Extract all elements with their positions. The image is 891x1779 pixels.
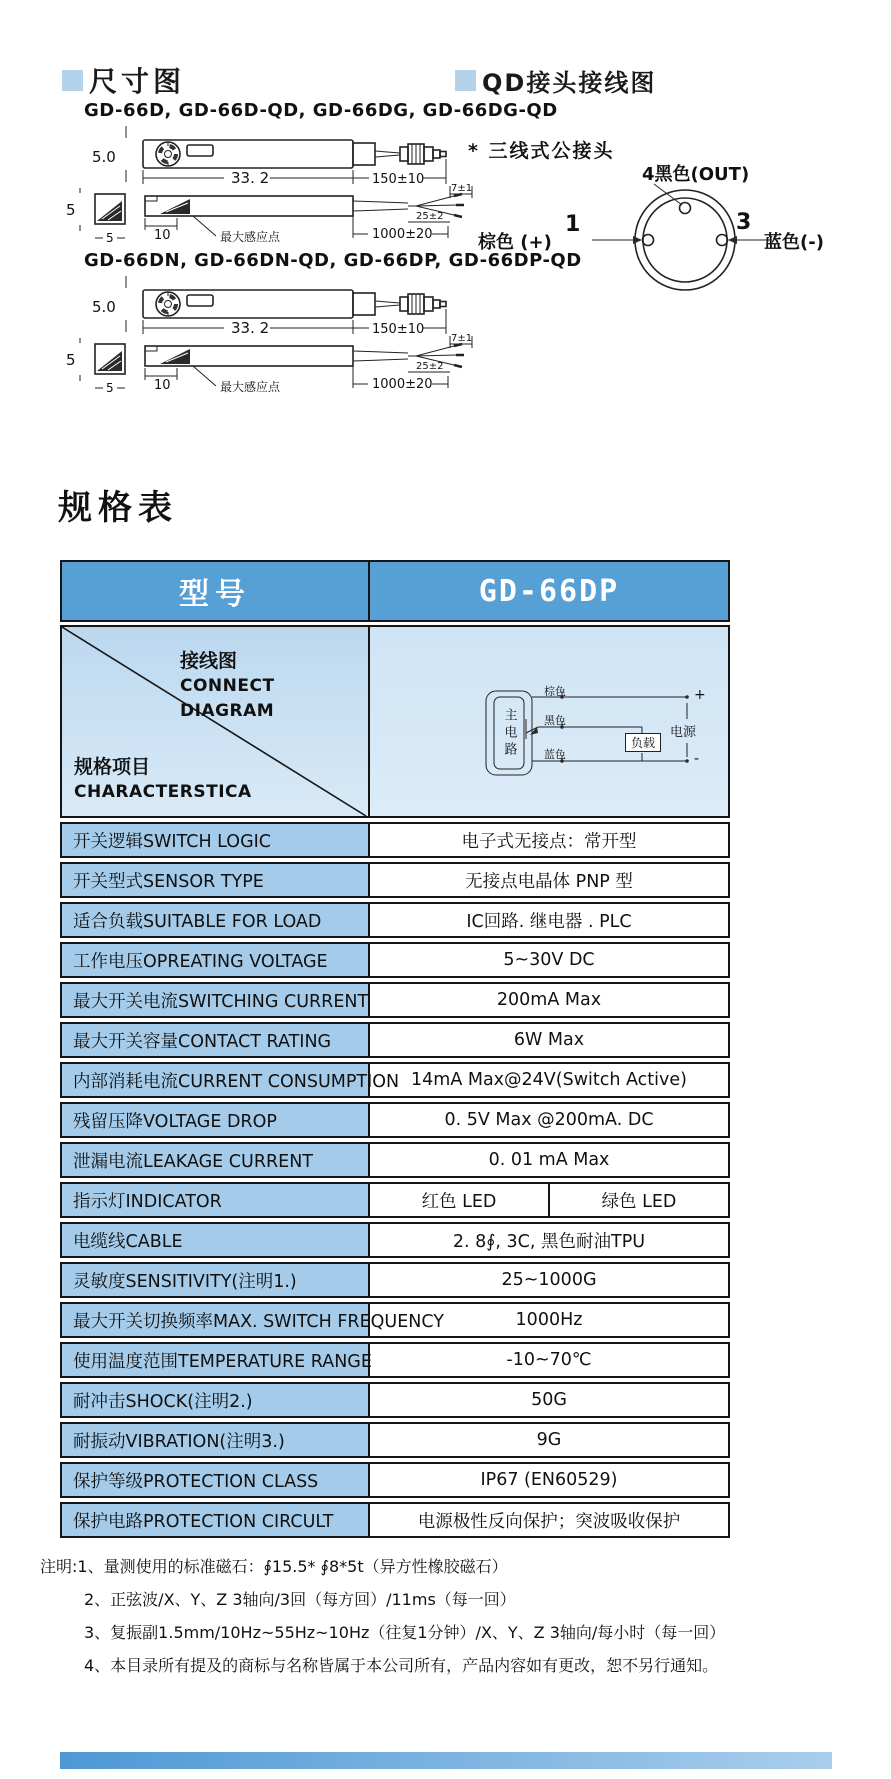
spec-row-label: 指示灯INDICATOR [62,1184,370,1216]
spec-row [60,862,730,898]
dim-side-width-label: 5 [106,231,114,245]
spec-row [60,1462,730,1498]
pin3-number: 3 [736,210,752,235]
spec-row-label: 适合负载SUITABLE FOR LOAD [62,904,370,936]
spec-row-value: 绿色 LED [548,1184,728,1216]
sensor-side-view-drawing [58,333,498,408]
dim-height-label: 5.0 [92,298,116,316]
spec-row [60,1182,730,1218]
spec-row-label: 泄漏电流LEAKAGE CURRENT [62,1144,370,1176]
max-sense-point-label: 最大感应点 [220,230,281,244]
spec-row [60,1262,730,1298]
spec-row-value: 6W Max [513,1030,585,1050]
diagonal-header-cell [62,627,370,816]
qd-title-text: QD接头接线图 [482,69,657,97]
spec-row-value: 无接点电晶体 PNP 型 [465,871,633,892]
model-group-1-label: GD-66D, GD-66D-QD, GD-66DG, GD-66DG-QD [84,100,558,121]
spec-row-label: 最大开关容量CONTACT RATING [62,1024,370,1056]
spec-row-label: 电缆线CABLE [62,1224,370,1256]
spec-row-value: IP67 (EN60529) [480,1470,618,1490]
spec-row-label: 残留压降VOLTAGE DROP [62,1104,370,1136]
dim-tip-label: 7±1 [451,333,473,344]
spec-row [60,1502,730,1538]
spec-row-label: 工作电压OPREATING VOLTAGE [62,944,370,976]
section-bullet-icon [62,70,83,91]
dim-strip-label: 25±2 [416,361,444,372]
drawing-pair [58,276,518,426]
qd-section-title [455,63,656,98]
spec-row-value: 红色 LED [421,1191,497,1212]
model-header-value: GD-66DP [478,573,620,609]
spec-row [60,1342,730,1378]
spec-row-value: 200mA Max [496,990,602,1010]
spec-row-value: 电子式无接点：常开型 [461,831,637,852]
pin3-blue-label: 蓝色(-) [764,232,824,253]
spec-row-value: 14mA Max@24V(Switch Active) [411,1070,687,1090]
note-line: 3、复振副1.5mm/10Hz~55Hz~10Hz（往复1分钟）/X、Y、Z 3轴向/每小时（每一回） [84,1623,726,1642]
max-sense-point-label: 最大感应点 [220,380,281,394]
pin4-black-out-label: 4黑色(OUT) [642,164,750,185]
dim-cable2-label: 1000±20 [372,377,433,392]
sensor-top-view-drawing [80,276,500,340]
black-wire-label: 黑色 [544,714,566,727]
spec-row-value: 0. 5V Max @200mA. DC [444,1110,654,1130]
spec-row-value: 5~30V DC [503,950,595,970]
spec-row [60,822,730,858]
dim-offset-label: 10 [154,228,171,243]
spec-row [60,1022,730,1058]
dimension-drawings [58,126,528,436]
notes [40,1550,725,1682]
spec-row-value: 2. 8∮, 3C, 黑色耐油TPU [452,1231,646,1252]
drawing-pair [58,126,518,276]
spec-row-label: 最大开关切换频率MAX. SWITCH FREQUENCY [62,1304,370,1336]
dim-body-length-label: 33. 2 [231,319,270,337]
spec-row [60,1062,730,1098]
spec-row [60,982,730,1018]
dim-side-height-label: 5 [66,351,76,369]
plus-terminal-label: + [694,687,706,703]
spec-row-label: 灵敏度SENSITIVITY(注明1.) [62,1264,370,1296]
qd-connector-diagram [470,150,890,330]
qd-connector-subtitle: * 三线式公接头 [468,140,615,162]
dim-cable-length-label: 150±10 [372,322,425,337]
footer-accent-bar [60,1752,832,1769]
spec-row-label: 开关逻辑SWITCH LOGIC [62,824,370,856]
spec-row-label: 开关型式SENSOR TYPE [62,864,370,896]
wiring-circuit-cell [370,627,728,816]
spec-row-value: 电源极性反向保护；突波吸收保护 [417,1511,681,1532]
spec-table [60,560,730,1538]
spec-row-value: 9G [536,1430,562,1450]
spec-row-label: 内部消耗电流CURRENT CONSUMPTION [62,1064,370,1096]
dimension-title-text: 尺寸图 [89,65,186,98]
dim-height-label: 5.0 [92,148,116,166]
note-line: 4、本目录所有提及的商标与名称皆属于本公司所有，产品内容如有更改，恕不另行通知。 [84,1656,719,1675]
load-box-label: 负载 [625,733,661,752]
brown-wire-label: 棕色 [544,685,566,698]
dimension-section-title [62,60,185,100]
pin1-number: 1 [565,212,581,237]
sensor-side-view-drawing [58,183,498,258]
dim-side-width-label: 5 [106,381,114,395]
dim-tip-label: 7±1 [451,183,473,194]
spec-row-label: 保护等级PROTECTION CLASS [62,1464,370,1496]
characteristica-label: 规格项目 CHARACTERSTICA [74,756,252,802]
model-header-label: 型号 [62,562,370,620]
note-line: 注明:1、量测使用的标准磁石：∮15.5* ∮8*5t（异方性橡胶磁石） [40,1557,508,1576]
spec-row [60,1382,730,1418]
spec-row-value: 1000Hz [515,1310,583,1330]
dim-cable-length-label: 150±10 [372,172,425,187]
spec-rows [60,822,730,1538]
note-line: 2、正弦波/X、Y、Z 3轴向/3回（每方回）/11ms（每一回） [84,1590,516,1609]
pin1-brown-label: 棕色 (+) [478,232,552,253]
connect-diagram-label: 接线图 CONNECT DIAGRAM [180,650,275,721]
spec-row-label: 使用温度范围TEMPERATURE RANGE [62,1344,370,1376]
dim-cable2-label: 1000±20 [372,227,433,242]
spec-row-value: 0. 01 mA Max [488,1150,610,1170]
spec-row [60,1102,730,1138]
spec-row [60,1222,730,1258]
spec-row [60,902,730,938]
spec-row [60,1142,730,1178]
spec-row-label: 耐振动VIBRATION(注明3.) [62,1424,370,1456]
section-bullet-icon [455,70,476,91]
blue-wire-label: 蓝色 [544,748,566,761]
wiring-circuit-diagram [482,683,717,783]
spec-row-label: 最大开关电流SWITCHING CURRENT [62,984,370,1016]
dim-side-height-label: 5 [66,201,76,219]
main-circuit-label: 主电路 [501,707,517,759]
spec-table-title: 规格表 [58,488,178,528]
spec-row [60,942,730,978]
spec-row-value: IC回路. 继电器 . PLC [466,911,632,932]
spec-row-value: 50G [531,1390,567,1410]
dim-strip-label: 25±2 [416,211,444,222]
spec-row-value: 25~1000G [501,1270,597,1290]
spec-row-label: 耐冲击SHOCK(注明2.) [62,1384,370,1416]
sensor-top-view-drawing [80,126,500,190]
spec-table-header-row [60,560,730,622]
spec-row [60,1422,730,1458]
spec-row-label: 保护电路PROTECTION CIRCULT [62,1504,370,1536]
dim-body-length-label: 33. 2 [231,169,270,187]
spec-row [60,1302,730,1338]
dim-offset-label: 10 [154,378,171,393]
model-group-2-label: GD-66DN, GD-66DN-QD, GD-66DP, GD-66DP-QD [84,250,582,271]
minus-terminal-label: - [694,751,700,767]
spec-row-value: -10~70℃ [506,1350,592,1370]
connect-diagram-row [60,625,730,818]
power-label: 电源 [670,725,697,740]
